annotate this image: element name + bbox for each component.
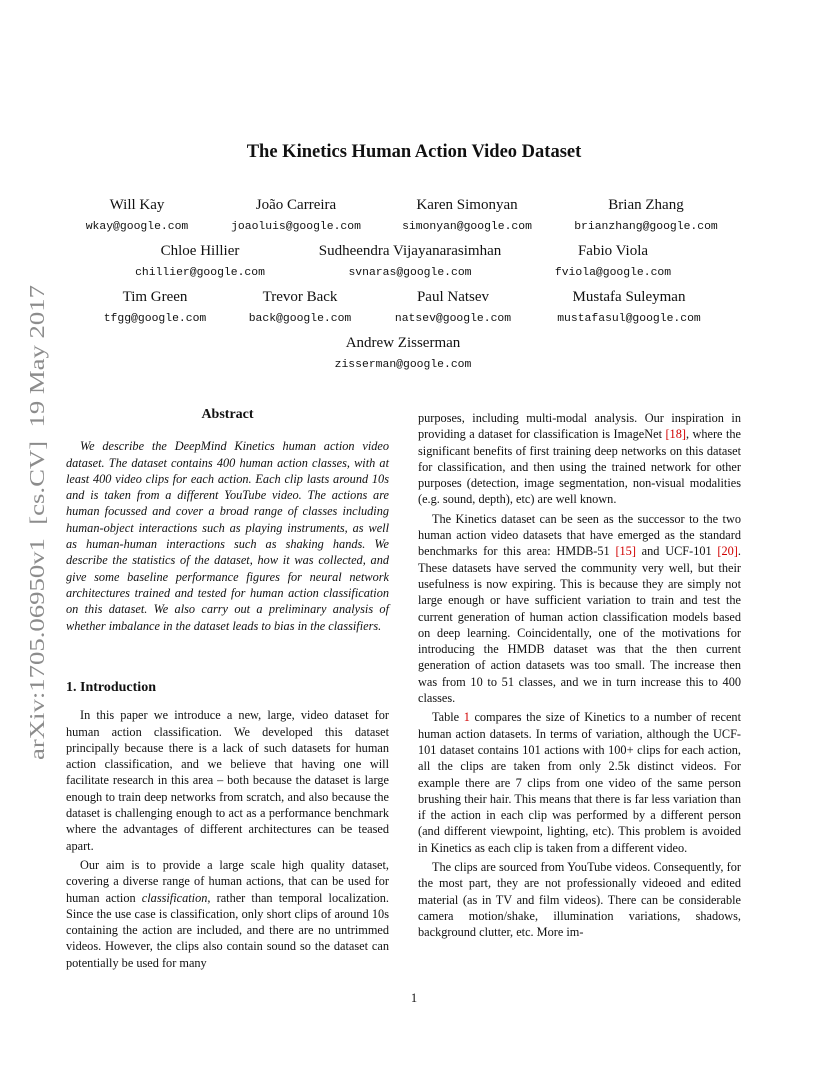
- author-email: joaoluis@google.com: [231, 221, 361, 233]
- author-email: back@google.com: [248, 313, 352, 325]
- author-name: Chloe Hillier: [160, 243, 240, 259]
- intro-paragraph: In this paper we introduce a new, large, video dataset for human action classification. We developed this dataset principally because there is a lack of such datasets for human action classification, and we believe that having one will facilitate research in this area – both because the dataset is large enough to train deep networks from scratch, and also because the dataset is challenging enough to act as a performance benchmark where the advantages of different architectures can be teased apart.: [66, 708, 389, 853]
- author-email: chillier@google.com: [135, 267, 265, 279]
- author-block: [384, 196, 550, 235]
- author-block: [545, 288, 713, 327]
- text-run: Table: [432, 710, 464, 725]
- author-block: [318, 334, 488, 373]
- table-reference-link[interactable]: 1: [463, 710, 470, 725]
- author-name: Paul Natsev: [416, 289, 490, 305]
- author-name: Tim Green: [122, 289, 188, 305]
- author-email: simonyan@google.com: [402, 221, 532, 233]
- author-email: svnaras@google.com: [348, 267, 472, 279]
- text-run: compares the size of Kinetics to a number of recent human action datasets. In terms of variation, although the UCF-101 dataset contains 101 actions with 100+ clips for each action, all the clips are taken from only 2.5k distinct videos. For example there are 7 clips from one video of the same person brushing their hair. This means that there is far less variation than if the action in each clip was performed by a different person (and different viewpoint, lighting, etc). This problem is avoided in Kinetics as each clip is taken from a different video.: [418, 710, 741, 855]
- author-email: fviola@google.com: [554, 267, 672, 279]
- body-paragraph: The clips are sourced from YouTube videos. Consequently, for the most part, they are not professionally videoed and edited material (as in TV and film videos). There can be considerable camera motion/shake, illumination variations, shadows, background clutter, etc. More im-: [418, 860, 741, 940]
- text-run: and UCF-101: [635, 544, 718, 559]
- text-run: , where the significant benefits of first training deep networks on this dataset for classification, and then using the trained network for other purposes (detection, image segmentation, non-visual modalities (e.g. sound, depth), etc) are well known.: [418, 427, 741, 507]
- author-block: [57, 196, 217, 235]
- abstract-heading: Abstract: [201, 407, 254, 422]
- author-block: [80, 288, 230, 327]
- text-run: Our aim is to provide a large scale high quality dataset, covering a diverse range of human actions, that can be used for human action: [66, 857, 389, 905]
- text-run: , rather than temporal localization. Since the use case is classification, only short clips of around 10s containing the action are included, and there are no untrimmed videos. However, the clips also contain sound so the dataset can potentially be used for many: [66, 890, 389, 970]
- introduction-section: [66, 680, 389, 971]
- author-email: tfgg@google.com: [103, 313, 207, 325]
- emphasis: classification: [141, 890, 208, 905]
- right-column: [418, 410, 741, 941]
- author-name: João Carreira: [255, 197, 337, 213]
- author-name: Fabio Viola: [577, 243, 649, 259]
- author-name: Brian Zhang: [608, 197, 684, 213]
- author-block: [378, 288, 528, 327]
- author-block: [560, 196, 732, 235]
- author-email: brianzhang@google.com: [574, 221, 718, 233]
- author-email: mustafasul@google.com: [557, 313, 701, 325]
- author-block: [215, 196, 377, 235]
- citation-link[interactable]: [20]: [717, 544, 738, 559]
- author-name: Sudheendra Vijayanarasimhan: [318, 243, 502, 259]
- page-number: 1: [410, 991, 418, 1005]
- intro-paragraph: [66, 857, 389, 971]
- citation-link[interactable]: [18]: [665, 427, 686, 442]
- abstract-text: We describe the DeepMind Kinetics human action video dataset. The dataset contains 400 human action classes, with at least 400 video clips for each action. Each clip lasts around 10s and is taken from a different YouTube video. The actions are human focussed and cover a broad range of classes including human-object interactions such as playing instruments, as well as human-human interactions such as shaking hands. We describe the statistics of the dataset, how it was collected, and give some baseline performance figures for neural network architectures trained and tested for human action classification on this dataset. We also carry out a preliminary analysis of whether imbalance in the dataset leads to bias in the classifiers.: [66, 439, 389, 633]
- author-name: Will Kay: [109, 197, 165, 213]
- author-name: Andrew Zisserman: [345, 335, 461, 351]
- text-run: . These datasets have served the community very well, but their usefulness is now expiring. This is because they are simply not large enough or have sufficient variation to train and test the current generation of human action classification models based on deep learning. Coincidentally, one of the motivations for introducing the HMDB dataset was that the then current generation of action datasets was too small. The increase then was from 10 to 51 classes, and we in turn increase this to 400 classes.: [418, 544, 741, 706]
- author-name: Trevor Back: [262, 289, 338, 305]
- introduction-heading: 1. Introduction: [66, 680, 156, 695]
- author-email: wkay@google.com: [85, 221, 189, 233]
- author-name: Karen Simonyan: [416, 197, 518, 213]
- author-name: Mustafa Suleyman: [572, 289, 686, 305]
- body-paragraph: [418, 511, 741, 707]
- abstract-section: [66, 407, 389, 634]
- author-email: natsev@google.com: [394, 313, 512, 325]
- text-run: purposes, including multi-modal analysis. Our inspiration in providing a dataset for classification is ImageNet: [418, 411, 741, 442]
- paper-title: The Kinetics Human Action Video Dataset: [246, 142, 582, 162]
- text-run: The Kinetics dataset can be seen as the successor to the two human action video datasets that have emerged as the standard benchmarks for this area: HMDB-51: [418, 511, 741, 559]
- author-email: zisserman@google.com: [334, 359, 472, 371]
- author-block: [300, 242, 520, 281]
- body-paragraph: [418, 709, 741, 856]
- arxiv-identifier: arXiv:1705.06950v1 [cs.CV] 19 May 2017: [25, 377, 49, 760]
- citation-link[interactable]: [15]: [615, 544, 636, 559]
- arxiv-stamp: [10, 282, 52, 762]
- body-paragraph: [418, 410, 741, 508]
- author-block: [225, 288, 375, 327]
- author-block: [120, 242, 280, 281]
- author-block: [538, 242, 688, 281]
